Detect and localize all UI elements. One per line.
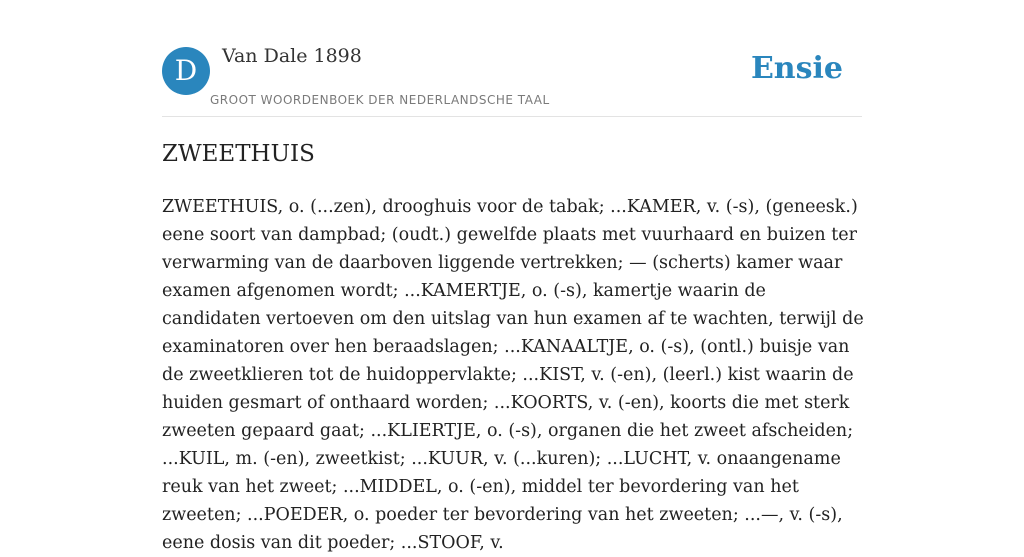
entry-headword: ZWEETHUIS	[162, 141, 315, 167]
dictionary-header	[162, 0, 862, 117]
entry-definition: ZWEETHUIS, o. (...zen), drooghuis voor de tabak; ...KAMER, v. (-s), (geneesk.) eene soort van dampbad; (oudt.) gewelfde plaats met vuurhaard en buizen ter verwarming van de daarboven liggende vertrekken; — (scherts) kamer waar examen afgenomen wordt; ...KAMERTJE, o. (-s), kamertje waarin de candidaten vertoeven om den uitslag van hun examen af te wachten, terwijl de examinatoren over hen beraadslagen; ...KANAALTJE, o. (-s), (ontl.) buisje van de zweetklieren tot de huidoppervlakte; ...KIST, v. (-en), (leerl.) kist waarin de huiden gesmart of onthaard worden; ...KOORTS, v. (-en), koorts die met sterk zweeten gepaard gaat; ...KLIERTJE, o. (-s), organen die het zweet afscheiden; ...KUIL, m. (-en), zweetkist; ...KUUR, v. (...kuren); ...LUCHT, v. onaangename reuk van het zweet; ...MIDDEL, o. (-en), middel ter bevordering van het zweeten; ...POEDER, o. poeder ter bevordering van het zweeten; ...—, v. (-s), eene dosis van dit poeder; ...STOOF, v.	[162, 197, 864, 553]
dictionary-title[interactable]: Van Dale 1898	[222, 45, 362, 67]
dictionary-subtitle: GROOT WOORDENBOEK DER NEDERLANDSCHE TAAL	[210, 93, 550, 107]
ensie-brand-link[interactable]: Ensie	[750, 51, 843, 86]
dictionary-logo[interactable]: D	[162, 47, 210, 95]
page-content	[162, 0, 864, 553]
